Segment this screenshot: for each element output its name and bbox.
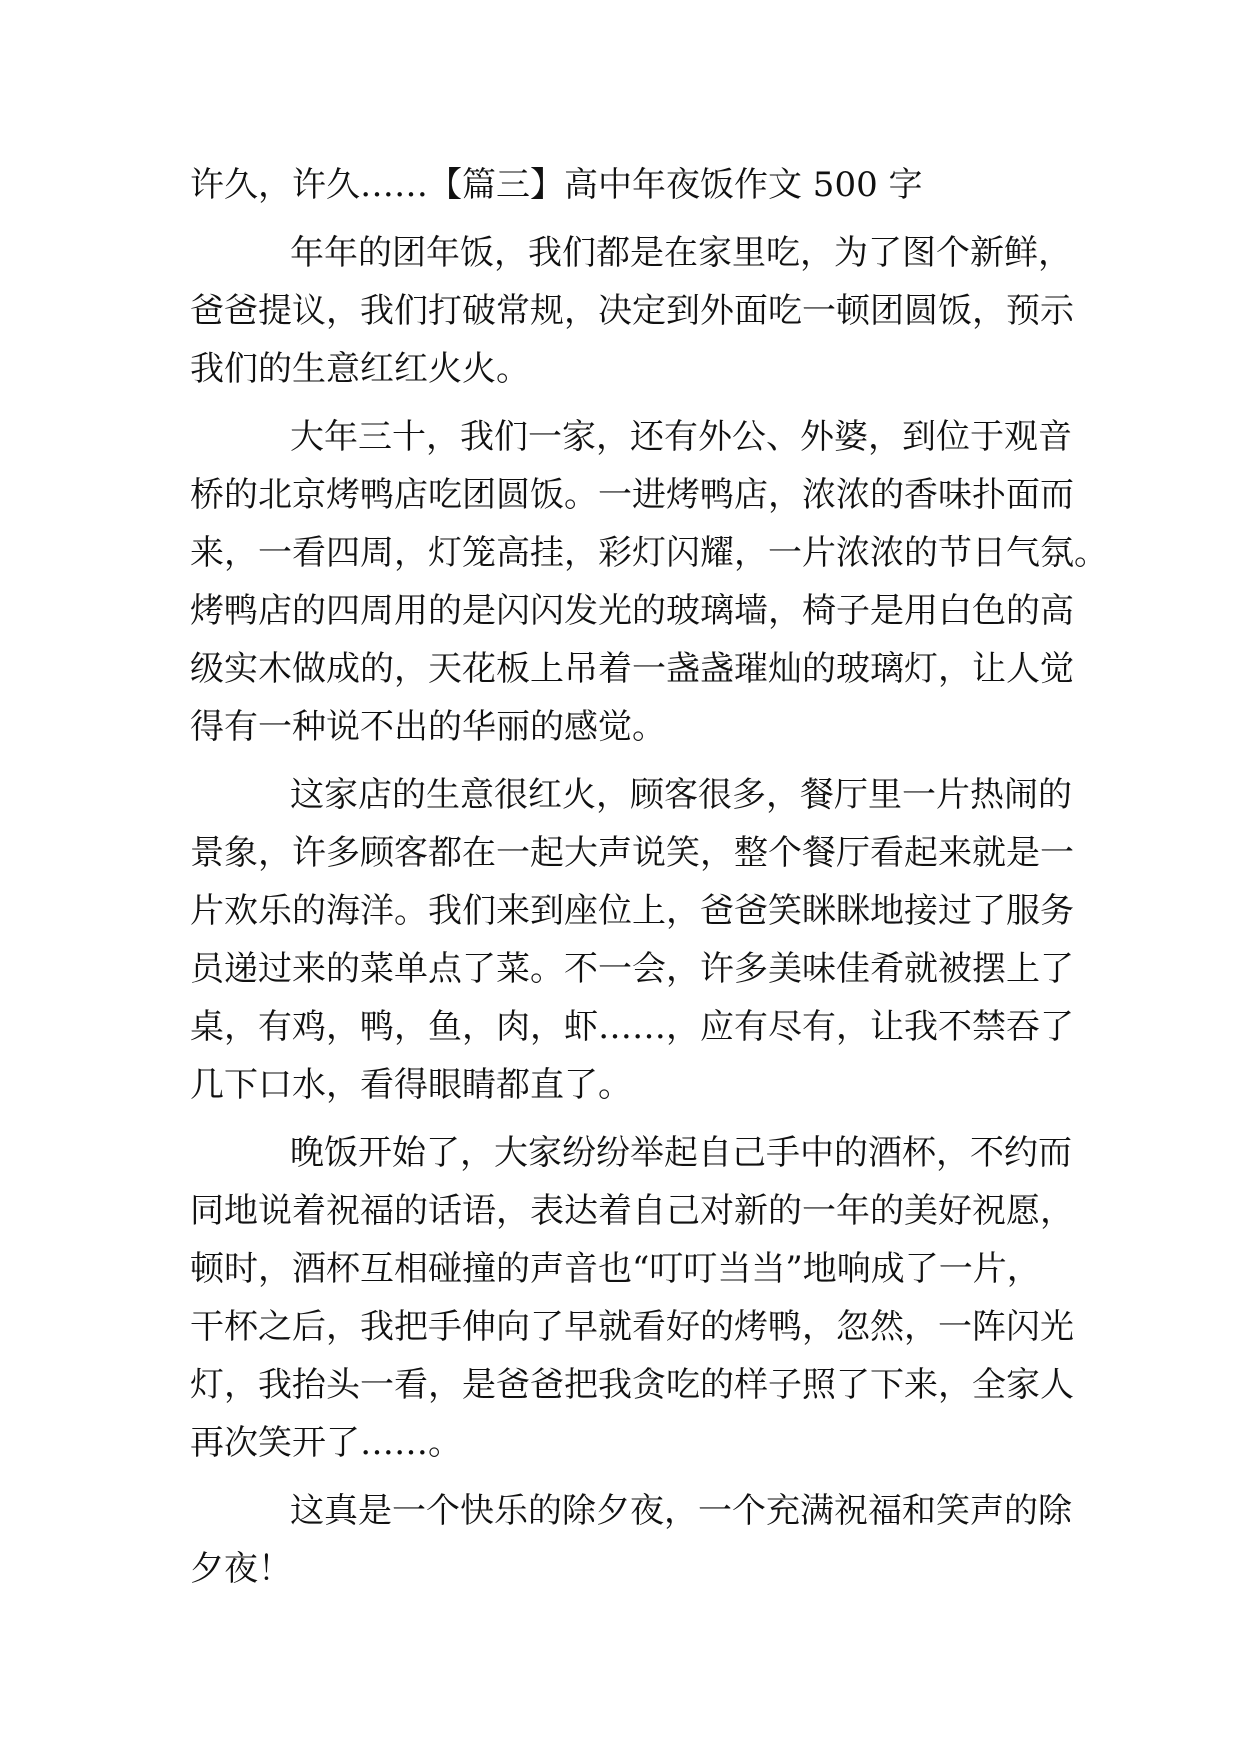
line-22: 再次笑开了……。 <box>190 1423 462 1463</box>
paragraph-gap <box>190 398 1060 408</box>
line-6: 桥的北京烤鸭店吃团圆饭。一进烤鸭店，浓浓的香味扑面而 <box>190 475 1074 515</box>
paragraph-5 <box>190 1124 1074 1472</box>
line-2: 年年的团年饭，我们都是在家里吃，为了图个新鲜， <box>290 233 1072 273</box>
line-12: 景象，许多顾客都在一起大声说笑，整个餐厅看起来就是一 <box>190 833 1074 873</box>
line-1: 许久，许久……【篇三】高中年夜饭作文 500 字 <box>190 165 923 205</box>
line-15: 桌，有鸡，鸭，鱼，肉，虾……，应有尽有，让我不禁吞了 <box>190 1007 1074 1047</box>
line-20: 干杯之后，我把手伸向了早就看好的烤鸭，忽然，一阵闪光 <box>190 1307 1074 1347</box>
line-3: 爸爸提议，我们打破常规，决定到外面吃一顿团圆饭，预示 <box>190 291 1074 331</box>
line-16: 几下口水，看得眼睛都直了。 <box>190 1065 632 1105</box>
paragraph-3 <box>190 408 1108 756</box>
paragraph-4 <box>190 766 1074 1114</box>
line-13: 片欢乐的海洋。我们来到座位上，爸爸笑眯眯地接过了服务 <box>190 891 1074 931</box>
line-14: 员递过来的菜单点了菜。不一会，许多美味佳肴就被摆上了 <box>190 949 1074 989</box>
paragraph-1 <box>190 156 1060 214</box>
line-9: 级实木做成的，天花板上吊着一盏盏璀灿的玻璃灯，让人觉 <box>190 649 1074 689</box>
line-21: 灯，我抬头一看，是爸爸把我贪吃的样子照了下来，全家人 <box>190 1365 1074 1405</box>
line-5: 大年三十，我们一家，还有外公、外婆，到位于观音 <box>290 417 1072 457</box>
line-18: 同地说着祝福的话语，表达着自己对新的一年的美好祝愿， <box>190 1191 1074 1231</box>
article-body <box>190 156 1108 1598</box>
line-11: 这家店的生意很红火，顾客很多，餐厅里一片热闹的 <box>290 775 1072 815</box>
paragraph-2 <box>190 224 1074 398</box>
line-10: 得有一种说不出的华丽的感觉。 <box>190 707 666 747</box>
paragraph-gap <box>190 214 1060 224</box>
paragraph-gap <box>190 1472 1060 1482</box>
paragraph-6 <box>190 1482 1072 1598</box>
line-8: 烤鸭店的四周用的是闪闪发光的玻璃墙，椅子是用白色的高 <box>190 591 1074 631</box>
line-7: 来，一看四周，灯笼高挂，彩灯闪耀，一片浓浓的节日气氛。 <box>190 533 1108 573</box>
line-19: 顿时，酒杯互相碰撞的声音也“叮叮当当”地响成了一片， <box>190 1249 1041 1289</box>
paragraph-gap <box>190 1114 1060 1124</box>
paragraph-gap <box>190 756 1060 766</box>
line-17: 晚饭开始了，大家纷纷举起自己手中的酒杯，不约而 <box>290 1133 1072 1173</box>
line-4: 我们的生意红红火火。 <box>190 349 530 389</box>
line-24: 夕夜！ <box>190 1549 292 1589</box>
line-23: 这真是一个快乐的除夕夜，一个充满祝福和笑声的除 <box>290 1491 1072 1531</box>
